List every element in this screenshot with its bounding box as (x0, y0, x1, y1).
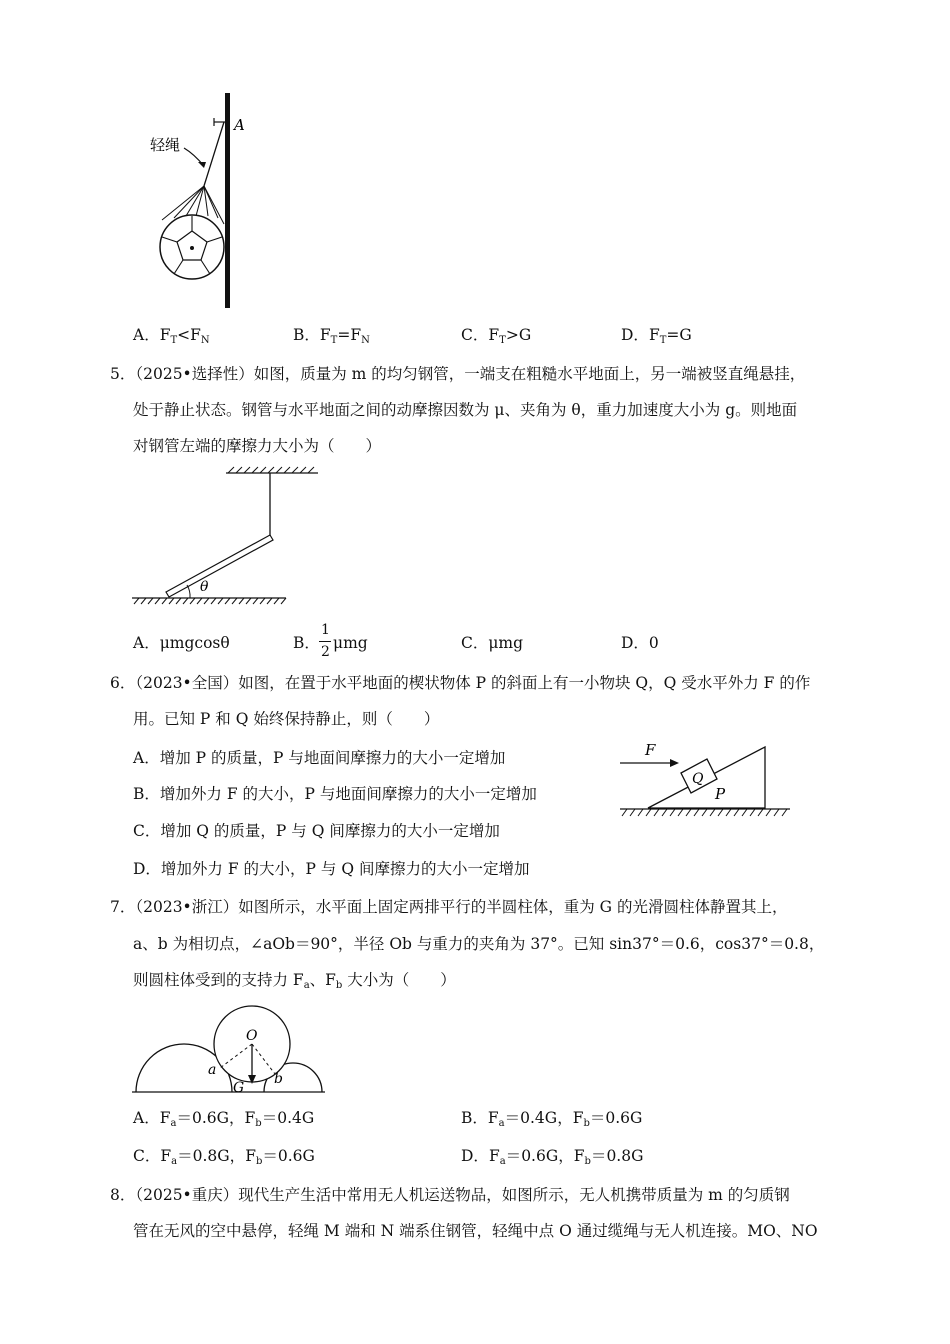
q6-stem-line-1: 6．（2023•全国）如图，在置于水平地面的楔状物体 P 的斜面上有一小物块 Q，Q 受水平外力 F 的作 (110, 674, 811, 692)
q4-option-a[interactable]: A．$F_T<F_N$ (133, 326, 210, 346)
fraction-numerator: 1 (321, 622, 330, 638)
q6-option-d[interactable]: D．增加外力 F 的大小，P 与 Q 间摩擦力的大小一定增加 (133, 860, 530, 878)
q7-stem-line-1: 7．（2023•浙江）如图所示，水平面上固定两排平行的半圆柱体，重为 G 的光滑圆柱体静置其上， (110, 898, 788, 916)
q4-option-c[interactable]: C．$F_T>G$ (461, 326, 532, 346)
q5-figure (128, 465, 318, 610)
q7-option-c[interactable]: C．$F_a=0.8G$，$F_b=0.6G$ (133, 1147, 315, 1167)
center-label: O (246, 1028, 258, 1044)
fraction-denominator: 2 (321, 644, 330, 660)
q6-figure (615, 735, 795, 825)
q7-stem-line-2: a、b 为相切点，∠aOb＝90°，半径 Ob 与重力的夹角为 37°。已知 sin37°＝0.6，cos37°＝0.8， (133, 935, 825, 953)
rope-label: 轻绳 (150, 136, 181, 154)
q7-stem-line-3: 则圆柱体受到的支持力 $F_a$、$F_b$ 大小为（ ） (133, 971, 456, 991)
force-label: F (645, 741, 656, 759)
q5-option-d[interactable]: D．0 (621, 634, 659, 652)
steel-pipe (166, 535, 273, 597)
q7-option-d[interactable]: D．$F_a=0.6G$，$F_b=0.8G$ (461, 1147, 644, 1167)
wedge-label: P (715, 785, 726, 803)
q6-option-c[interactable]: C．增加 Q 的质量，P 与 Q 间摩擦力的大小一定增加 (133, 822, 500, 840)
q5-option-c[interactable]: C．μmg (461, 634, 524, 652)
q4-option-b[interactable]: B．$F_T=F_N$ (293, 326, 370, 346)
point-label-a: A (234, 116, 245, 134)
wall (225, 93, 230, 308)
q7-figure (130, 1000, 330, 1100)
angle-label: θ (200, 579, 209, 595)
q7-option-b[interactable]: B．$F_a=0.4G$，$F_b=0.6G$ (461, 1109, 643, 1129)
q6-stem-line-2: 用。已知 P 和 Q 始终保持静止，则（ ） (133, 710, 440, 728)
q4-option-d[interactable]: D．$F_T=G$ (621, 326, 692, 346)
q5-stem-line-2: 处于静止状态。钢管与水平地面之间的动摩擦因数为 μ、夹角为 θ，重力加速度大小为 g。则地面 (133, 401, 798, 419)
rope (204, 122, 224, 186)
q6-option-a[interactable]: A．增加 P 的质量，P 与地面间摩擦力的大小一定增加 (133, 749, 506, 767)
gravity-label: G (233, 1080, 245, 1096)
q6-option-b[interactable]: B．增加外力 F 的大小，P 与地面间摩擦力的大小一定增加 (133, 785, 537, 803)
q8-stem-line-1: 8．（2025•重庆）现代生产生活中常用无人机运送物品，如图所示，无人机携带质量为 m 的匀质钢 (110, 1186, 790, 1204)
block-label: Q (692, 771, 704, 787)
q5-option-a[interactable]: A．μmgcosθ (133, 634, 230, 652)
q5-stem-line-3: 对钢管左端的摩擦力大小为（ ） (133, 437, 382, 455)
q5-stem-line-1: 5．（2025•选择性）如图，质量为 m 的均匀钢管，一端支在粗糙水平地面上，另一端被竖直绳悬挂， (110, 365, 806, 383)
tangent-a-label: a (208, 1062, 217, 1078)
q8-stem-line-2: 管在无风的空中悬停，轻绳 M 端和 N 端系住钢管，轻绳中点 O 通过缆绳与无人机连接。MO、NO (133, 1222, 818, 1240)
tangent-b-label: b (274, 1071, 283, 1087)
q4-figure (130, 88, 250, 313)
q7-option-a[interactable]: A．$F_a=0.6G$，$F_b=0.4G$ (133, 1109, 315, 1129)
